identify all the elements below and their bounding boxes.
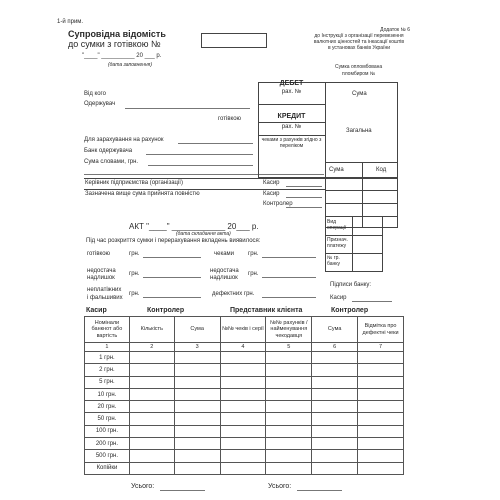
act-unpaid-label: неплатіжних (87, 287, 122, 293)
col-header: №№ рахунків / найменування чекодавця (266, 317, 312, 343)
operation-type-label: Вид операції (327, 219, 347, 231)
controller-label: Контролер (263, 201, 293, 207)
table-cell[interactable] (220, 352, 266, 364)
sum-words-label: Сума словами, грн. (84, 159, 139, 165)
accepted-label: Зазначена вище сума прийнята повністю (85, 191, 200, 197)
denomination-cell: 10 грн. (85, 388, 130, 400)
act-cheques-label: чеками (214, 251, 235, 257)
table-row (85, 401, 404, 413)
sum-words-line[interactable] (148, 165, 253, 166)
act-defect-line[interactable] (262, 297, 316, 298)
table-cell[interactable] (312, 352, 358, 364)
table-cell[interactable] (220, 413, 266, 425)
table-cell[interactable] (312, 438, 358, 450)
addendum-line: Додаток № 6 (380, 27, 410, 33)
table-cell[interactable] (266, 352, 312, 364)
table-row (85, 462, 404, 474)
credit-account-label: рах. № (281, 124, 302, 130)
bank-sign-label: Підписи банку: (330, 282, 372, 288)
table-cell[interactable] (129, 425, 174, 437)
seal-number-label: пломбиром № (342, 71, 376, 77)
table-cell[interactable] (174, 425, 220, 437)
denomination-cell: 5 грн. (85, 376, 130, 388)
denomination-cell: Копійки (85, 462, 130, 474)
total-label: Загальна (346, 128, 372, 134)
table-cell[interactable] (220, 425, 266, 437)
table-cell[interactable] (266, 450, 312, 462)
act-cash-label: готівкою (87, 251, 111, 257)
code-col-label: Код (376, 167, 387, 173)
table-cell[interactable] (174, 364, 220, 376)
total-right-line[interactable] (297, 490, 342, 491)
act-defect-label: дефектних грн. (212, 291, 255, 297)
table-cell[interactable] (312, 462, 358, 474)
total-right-label: Усього: (268, 483, 292, 490)
fill-date[interactable]: "____" __________ 20 ___ р. (82, 53, 162, 59)
col-header: Сума (174, 317, 220, 343)
denomination-cell: 20 грн. (85, 401, 130, 413)
payment-purpose-label: Признач. платежу (327, 237, 348, 249)
table-cell[interactable] (358, 425, 404, 437)
table-head-controller-2: Контролер (331, 307, 369, 314)
bank-cashier-label: Касир (330, 295, 347, 301)
table-cell[interactable] (358, 364, 404, 376)
table-cell[interactable] (358, 413, 404, 425)
table-cell[interactable] (312, 450, 358, 462)
debit-account-label: рах. № (281, 89, 302, 95)
bank-account-label: № гр. банку (327, 255, 341, 267)
copy-label: 1-й прим. (57, 19, 84, 25)
table-cell[interactable] (174, 450, 220, 462)
denomination-cell: 1 грн. (85, 352, 130, 364)
col-header: Відмітка про дефектні чеки (358, 317, 404, 343)
table-cell[interactable] (266, 388, 312, 400)
act-grn-label: грн. (129, 271, 140, 277)
table-cell[interactable] (266, 401, 312, 413)
denomination-cell: 100 грн. (85, 425, 130, 437)
cashier-sign-line-2[interactable] (286, 197, 322, 198)
act-date[interactable]: АКТ "____" ____________ 20___ р. (129, 222, 259, 231)
table-cell[interactable] (174, 438, 220, 450)
table-cell[interactable] (129, 388, 174, 400)
bag-number-field[interactable] (201, 33, 267, 48)
table-cell[interactable] (358, 401, 404, 413)
sealed-label: Сумка опломбована (335, 64, 383, 70)
denomination-cell: 500 грн. (85, 450, 130, 462)
table-row (85, 438, 404, 450)
act-grn-label: грн. (248, 251, 259, 257)
table-cell[interactable] (129, 352, 174, 364)
table-cell[interactable] (220, 450, 266, 462)
table-cell[interactable] (266, 364, 312, 376)
col-number: 7 (358, 343, 404, 352)
col-header: Сума (312, 317, 358, 343)
table-cell[interactable] (129, 438, 174, 450)
account-line[interactable] (178, 143, 253, 144)
act-shortage-label-2: недостача (210, 268, 239, 274)
col-header: Номінали банкнот або вартість (85, 317, 130, 343)
table-head-controller: Контролер (147, 307, 185, 314)
table-cell[interactable] (220, 462, 266, 474)
addendum-line: валютних цінностей та інкасації коштів (313, 39, 405, 45)
act-shortage-line-2[interactable] (262, 277, 316, 278)
debit-label: ДЕБЕТ (279, 80, 304, 87)
table-cell[interactable] (129, 450, 174, 462)
total-left-label: Усього: (131, 483, 155, 490)
total-left-line[interactable] (160, 490, 205, 491)
table-cell[interactable] (266, 438, 312, 450)
denomination-cell: 50 грн. (85, 413, 130, 425)
table-cell[interactable] (174, 401, 220, 413)
controller-sign-line[interactable] (286, 207, 322, 208)
sum-label: Сума (352, 91, 367, 97)
act-opening-text: Під час розкриття сумки і перерахування вкладень виявилося: (86, 238, 261, 244)
table-cell[interactable] (358, 388, 404, 400)
table-cell[interactable] (312, 413, 358, 425)
table-cell[interactable] (358, 462, 404, 474)
act-date-caption: (дата складання акта) (176, 231, 231, 237)
bank-line[interactable] (146, 154, 253, 155)
act-grn-label: грн. (129, 251, 140, 257)
table-head-cashier: Касир (86, 307, 107, 314)
addendum-note (300, 27, 418, 51)
denominations-table (84, 316, 404, 475)
table-head-client: Представник клієнта (230, 307, 303, 314)
addendum-line: в установах банків України (327, 45, 391, 51)
denomination-cell: 200 грн. (85, 438, 130, 450)
act-grn-label: грн. (248, 271, 259, 277)
page-title: Супровідна відомість (68, 29, 166, 39)
addendum-line: до Інструкції з організації перевезення (314, 33, 404, 39)
table-row (85, 450, 404, 462)
table-cell[interactable] (129, 462, 174, 474)
table-cell[interactable] (220, 364, 266, 376)
table-row (85, 413, 404, 425)
col-number: 6 (312, 343, 358, 352)
table-cell[interactable] (266, 413, 312, 425)
head-label: Керівник підприємства (організації) (85, 180, 183, 186)
table-cell[interactable] (174, 413, 220, 425)
col-header: Кількість (129, 317, 174, 343)
recipient-line[interactable] (125, 108, 250, 109)
table-row (85, 364, 404, 376)
bank-cashier-line[interactable] (352, 301, 392, 302)
cashier-sign-line-1[interactable] (286, 186, 322, 187)
table-cell[interactable] (129, 376, 174, 388)
col-number: 3 (174, 343, 220, 352)
column-number-row (85, 343, 404, 352)
cashier-label-2: Касир (263, 191, 280, 197)
table-cell[interactable] (358, 450, 404, 462)
table-cell[interactable] (174, 376, 220, 388)
table-cell[interactable] (358, 376, 404, 388)
col-header: №№ чеків і серії (220, 317, 266, 343)
denomination-cell: 2 грн. (85, 364, 130, 376)
col-number: 2 (129, 343, 174, 352)
table-row (85, 425, 404, 437)
table-cell[interactable] (312, 364, 358, 376)
act-cheques-line[interactable] (262, 257, 316, 258)
table-row (85, 352, 404, 364)
recipient-label: Одержувач (84, 101, 116, 107)
sum-col-label: Сума (329, 167, 344, 173)
table-cell[interactable] (358, 352, 404, 364)
act-fake-line[interactable] (143, 297, 201, 298)
page-subtitle: до сумки з готівкою № (68, 39, 161, 49)
col-number: 1 (85, 343, 130, 352)
table-cell[interactable] (220, 388, 266, 400)
table-cell[interactable] (129, 401, 174, 413)
table-cell[interactable] (266, 425, 312, 437)
table-cell[interactable] (129, 364, 174, 376)
table-header-row (85, 317, 404, 343)
credit-label: КРЕДИТ (277, 113, 306, 120)
col-number: 4 (220, 343, 266, 352)
act-grn-label: грн. (129, 291, 140, 297)
act-fake-label: і фальшивих (87, 295, 123, 301)
cash-label: готівкою (218, 116, 242, 122)
account-label: Для зарахування на рахунок (84, 137, 164, 143)
table-cell[interactable] (174, 352, 220, 364)
act-surplus-label: надлишок (87, 275, 115, 281)
table-cell[interactable] (220, 438, 266, 450)
table-cell[interactable] (220, 376, 266, 388)
from-label: Від кого (84, 91, 106, 97)
table-cell[interactable] (312, 425, 358, 437)
cashier-label-1: Касир (263, 180, 280, 186)
table-body (85, 352, 404, 475)
table-cell[interactable] (129, 413, 174, 425)
table-cell[interactable] (312, 376, 358, 388)
col-number: 5 (266, 343, 312, 352)
act-cash-line[interactable] (143, 257, 201, 258)
act-shortage-label: недостача (87, 268, 116, 274)
act-shortage-line[interactable] (143, 277, 201, 278)
table-cell[interactable] (220, 401, 266, 413)
table-cell[interactable] (174, 388, 220, 400)
table-cell[interactable] (174, 462, 220, 474)
table-cell[interactable] (312, 388, 358, 400)
act-surplus-label-2: надлишок (210, 275, 238, 281)
table-cell[interactable] (266, 462, 312, 474)
table-row (85, 376, 404, 388)
table-cell[interactable] (312, 401, 358, 413)
cheques-note: чеками з рахунків згідно з переліком (261, 137, 322, 149)
table-cell[interactable] (266, 376, 312, 388)
bank-label: Банк одержувача (84, 148, 133, 154)
fill-date-caption: (дата заповнення) (108, 62, 152, 68)
table-row (85, 388, 404, 400)
table-cell[interactable] (358, 438, 404, 450)
